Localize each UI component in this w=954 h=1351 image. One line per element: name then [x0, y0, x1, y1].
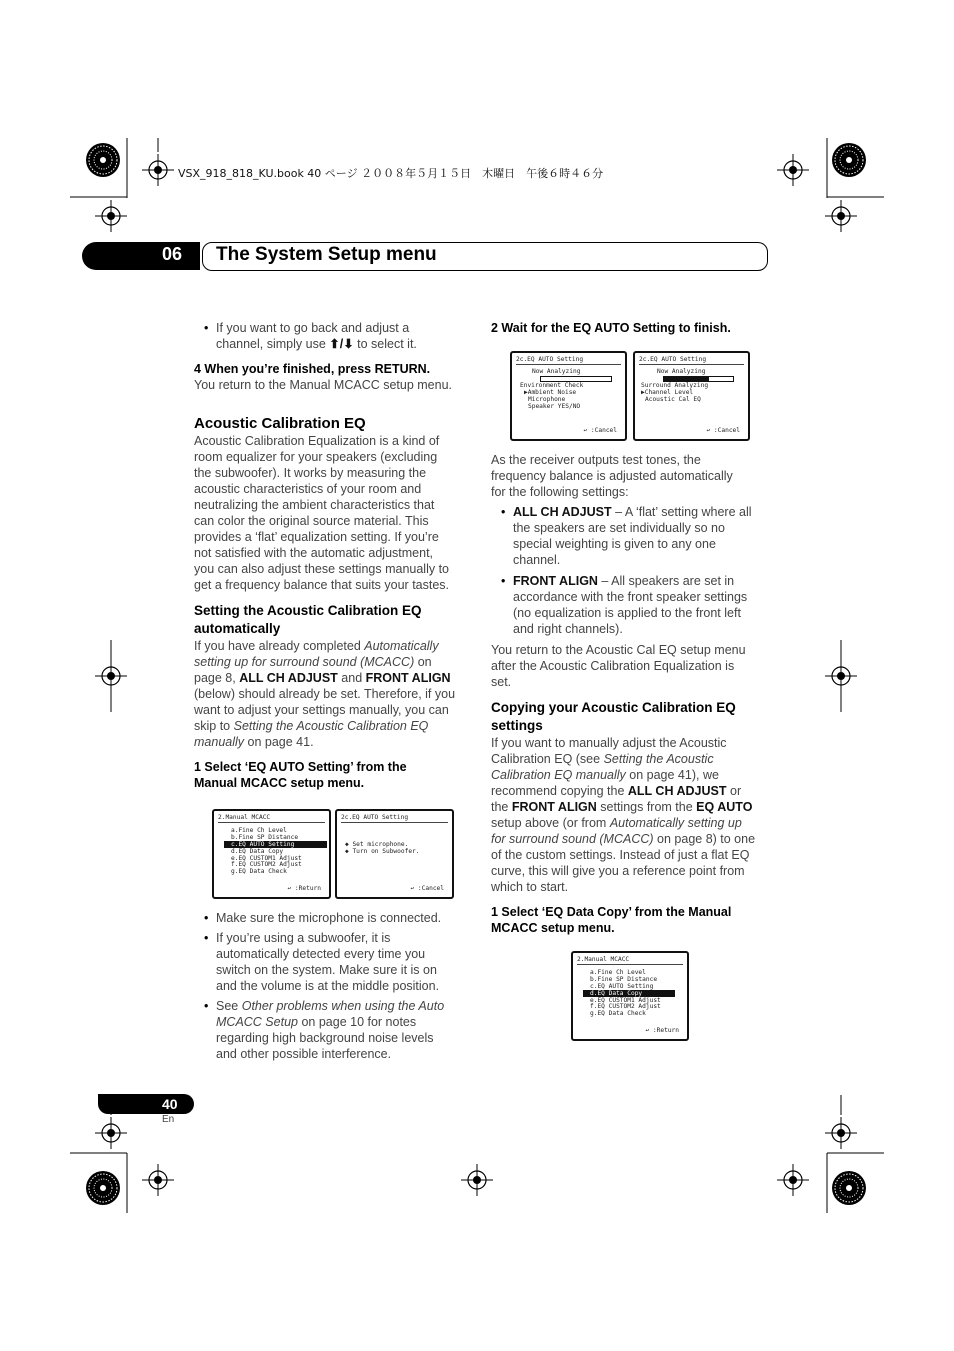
section-paragraph: Acoustic Calibration Equalization is a kind of room equalizer for your speakers (excluding the subwoofer). It works by measuring the acoustic characteristics of your room and neutralizing the ambient characteristics that can color the original source material. This provides a ‘flat’ equalization setting. If you’re not satisfied with the automatic adjustment, you can also adjust these settings manually to get a frequency balance that suits your tastes.	[194, 434, 450, 592]
cancel-icon: ↩ :Cancel	[706, 427, 740, 434]
section-title: Acoustic Calibration EQ	[194, 415, 366, 432]
page-number: 40	[162, 1096, 178, 1112]
step1b-title: 1 Select ‘EQ Data Copy’ from the Manual MCACC setup menu.	[491, 905, 732, 935]
chapter-title: The System Setup menu	[216, 244, 437, 265]
chapter-number: 06	[162, 244, 183, 264]
paragraph-return: You return to the Acoustic Cal EQ setup menu after the Acoustic Calibration Equalization is set.	[491, 643, 746, 689]
chapter-tab	[82, 242, 200, 270]
osd-eq-auto-setting: 2c.EQ AUTO Setting ◆ Set microphone. ◆ Turn on Subwoofer. ↩ :Cancel	[335, 809, 454, 899]
step2-title: 2 Wait for the EQ AUTO Setting to finish.	[491, 321, 731, 335]
return-icon: ↩ :Return	[645, 1027, 679, 1034]
bullet-front-align: • FRONT ALIGN – All speakers are set in accordance with the front speaker settings (no equalization is applied to the front left and right channels).	[491, 573, 771, 637]
return-icon: ↩ :Return	[287, 885, 321, 892]
bullet-see-also: • See Other problems when using the Auto MCACC Setup on page 10 for notes regarding high background noise levels and other possible interference.	[194, 998, 470, 1062]
subsection-title: Setting the Acoustic Calibration EQ automatically	[194, 603, 422, 636]
right-column-body	[491, 452, 771, 936]
step4-title: 4 When you’re finished, press RETURN.	[194, 362, 431, 376]
osd-manual-mcacc-copy: 2.Manual MCACC a.Fine Ch Level b.Fine SP Distance c.EQ AUTO Setting d.EQ Data Copy e.EQ CUSTOM1 Adjust f.EQ CUSTOM2 Adjust g.EQ Data Check ↩ :Return	[571, 951, 689, 1041]
page-language: En	[162, 1114, 175, 1125]
step4-text: You return to the Manual MCACC setup menu.	[194, 378, 453, 392]
left-column-bullets	[194, 910, 470, 1062]
subsection-paragraph: If you have already completed Automatically setting up for surround sound (MCACC) on page 8, ALL CH ADJUST and FRONT ALIGN (below) should already be set. Therefore, if you want to adjust your settings manually, you can skip to Setting the Acoustic Calibration EQ manually on page 41.	[194, 639, 456, 749]
left-column	[194, 320, 470, 791]
print-header: VSX_918_818_KU.book 40 ページ ２００８年５月１５日 木曜日 午後６時４６分	[178, 167, 604, 180]
page-number-pill	[98, 1094, 194, 1114]
osd-manual-mcacc: 2.Manual MCACC a.Fine Ch Level b.Fine SP Distance c.EQ AUTO Setting d.EQ Data Copy e.EQ CUSTOM1 Adjust f.EQ CUSTOM2 Adjust g.EQ Data Check ↩ :Return	[212, 809, 331, 899]
right-column-top	[491, 320, 771, 336]
bullet-microphone: • Make sure the microphone is connected.	[194, 910, 470, 926]
cancel-icon: ↩ :Cancel	[583, 427, 617, 434]
cancel-icon: ↩ :Cancel	[410, 885, 444, 892]
step1-title: 1 Select ‘EQ AUTO Setting’ from the Manual MCACC setup menu.	[194, 760, 407, 790]
osd-surround-analyzing: 2c.EQ AUTO Setting Now Analyzing Surround Analyzing ▶Channel Level Acoustic Cal EQ ↩ :Cancel	[633, 351, 750, 441]
bullet-all-ch-adjust: • ALL CH ADJUST – A ‘flat’ setting where all the speakers are set individually so no special weighting is given to any one channel.	[491, 504, 771, 568]
bullet-return: • If you want to go back and adjust a channel, simply use ⬆/⬇ to select it.	[194, 320, 470, 352]
arrow-up-down-icon: ⬆/⬇	[329, 337, 354, 351]
copy-section-title: Copying your Acoustic Calibration EQ settings	[491, 700, 736, 733]
bullet-subwoofer: • If you’re using a subwoofer, it is automatically detected every time you switch on the system. Make sure it is on and the volume is at the middle position.	[194, 930, 470, 994]
copy-paragraph: If you want to manually adjust the Acoustic Calibration EQ (see Setting the Acoustic Calibration EQ manually on page 41), we recommend copying the ALL CH ADJUST or the FRONT ALIGN settings from the EQ AUTO setup above (or from Automatically setting up for surround sound (MCACC) on page 8) to one of the custom settings. Instead of just a flat EQ curve, this will give you a reference point from which to start.	[491, 736, 756, 894]
osd-environment-check: 2c.EQ AUTO Setting Now Analyzing Environment Check ▶Ambient Noise Microphone Speaker YES/NO ↩ :Cancel	[510, 351, 627, 441]
paragraph-test-tones: As the receiver outputs test tones, the frequency balance is adjusted automatically for the following settings:	[491, 453, 733, 499]
